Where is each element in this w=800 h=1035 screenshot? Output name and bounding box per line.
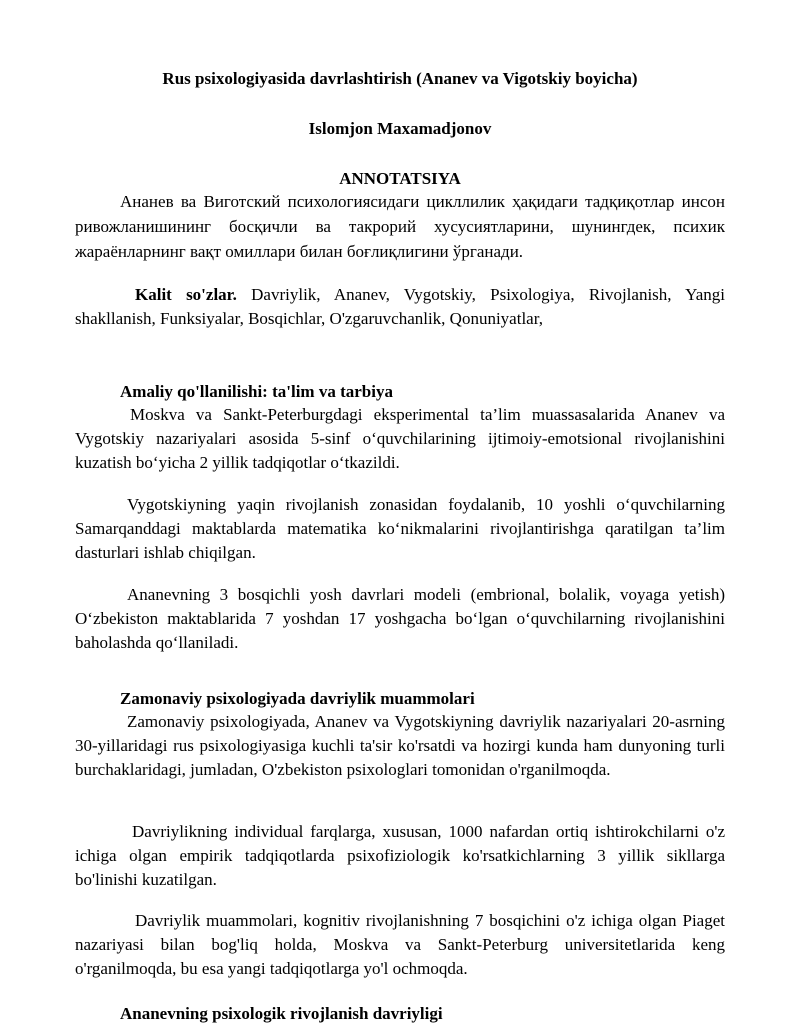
section-heading-practical: Amaliy qo'llanilishi: ta'lim va tarbiya — [120, 382, 393, 401]
document-title: Rus psixologiyasida davrlashtirish (Ananev va Vigotskiy boyicha) — [162, 69, 638, 88]
body-paragraph: Zamonaviy psixologiyada, Ananev va Vygotskiyning davriylik nazariyalari 20-asrning 30-yillaridagi rus psixologiyasiga kuchli ta'sir ko'rsatdi va hozirgi kunda ham dunyoning turli burchaklaridagi, jumladan, O'zbekiston psixologlari tomonidan o'rganilmoqda. — [75, 712, 725, 779]
author-name: Islomjon Maxamadjonov — [308, 119, 492, 138]
body-paragraph: Ananevning 3 bosqichli yosh davrlari modeli (embrional, bolalik, voyaga yetish) O‘zbekiston maktablarida 7 yoshdan 17 yoshgacha bo‘lgan o‘quvchilarning rivojlanishini baholashda qo‘llaniladi. — [75, 585, 725, 652]
body-paragraph: Vygotskiyning yaqin rivojlanish zonasidan foydalanib, 10 yoshli o‘quvchilarning Samarqanddagi maktablarda matematika ko‘nikmalarini rivojlantirishga qaratilgan ta’lim dasturlari ishlab chiqilgan. — [75, 495, 725, 562]
body-paragraph: Davriylikning individual farqlarga, xususan, 1000 nafardan ortiq ishtirokchilarni o'z ichiga olgan empirik tadqiqotlarda psixofiziologik ko'rsatkichlarning 3 yillik sikllarga bo'linishi kuzatilgan. — [75, 822, 725, 889]
body-paragraph: Davriylik muammolari, kognitiv rivojlanishning 7 bosqichini o'z ichiga olgan Piaget nazariyasi bilan bog'liq holda, Moskva va Sankt-Peterburg universitetlarida keng o'rganilmoqda, bu esa yangi tadqiqotlarga yo'l ochmoqda. — [75, 911, 725, 978]
section-heading-periodization: Ananevning psixologik rivojlanish davriyligi — [120, 1004, 443, 1023]
keywords-label: Kalit so'zlar. — [135, 285, 237, 304]
annotation-heading: ANNOTATSIYA — [339, 169, 461, 188]
body-paragraph: Moskva va Sankt-Peterburgdagi eksperimental ta’lim muassasalarida Ananev va Vygotskiy nazariyalari asosida 5-sinf o‘quvchilarining ijtimoiy-emotsional rivojlanishini kuzatish bo‘yicha 2 yillik tadqiqotlar o‘tkazildi. — [75, 405, 725, 472]
annotation-paragraph: Ананев ва Виготский психологиясидаги цикллилик ҳақидаги тадқиқотлар инсон ривожланишининг босқичли ва такрорий хусусиятларини, шунингдек, психик жараёнларнинг вақт омиллари билан боғлиқлигини ўрганади. — [75, 192, 725, 261]
section-heading-problems: Zamonaviy psixologiyada davriylik muammolari — [120, 689, 475, 708]
keywords-text: Davriylik, Ananev, Vygotskiy, Psixologiya, Rivojlanish, Yangi shakllanish, Funksiyalar, Bosqichlar, O'zgaruvchanlik, Qonuniyatlar, — [75, 285, 725, 328]
keywords-paragraph — [75, 283, 725, 331]
